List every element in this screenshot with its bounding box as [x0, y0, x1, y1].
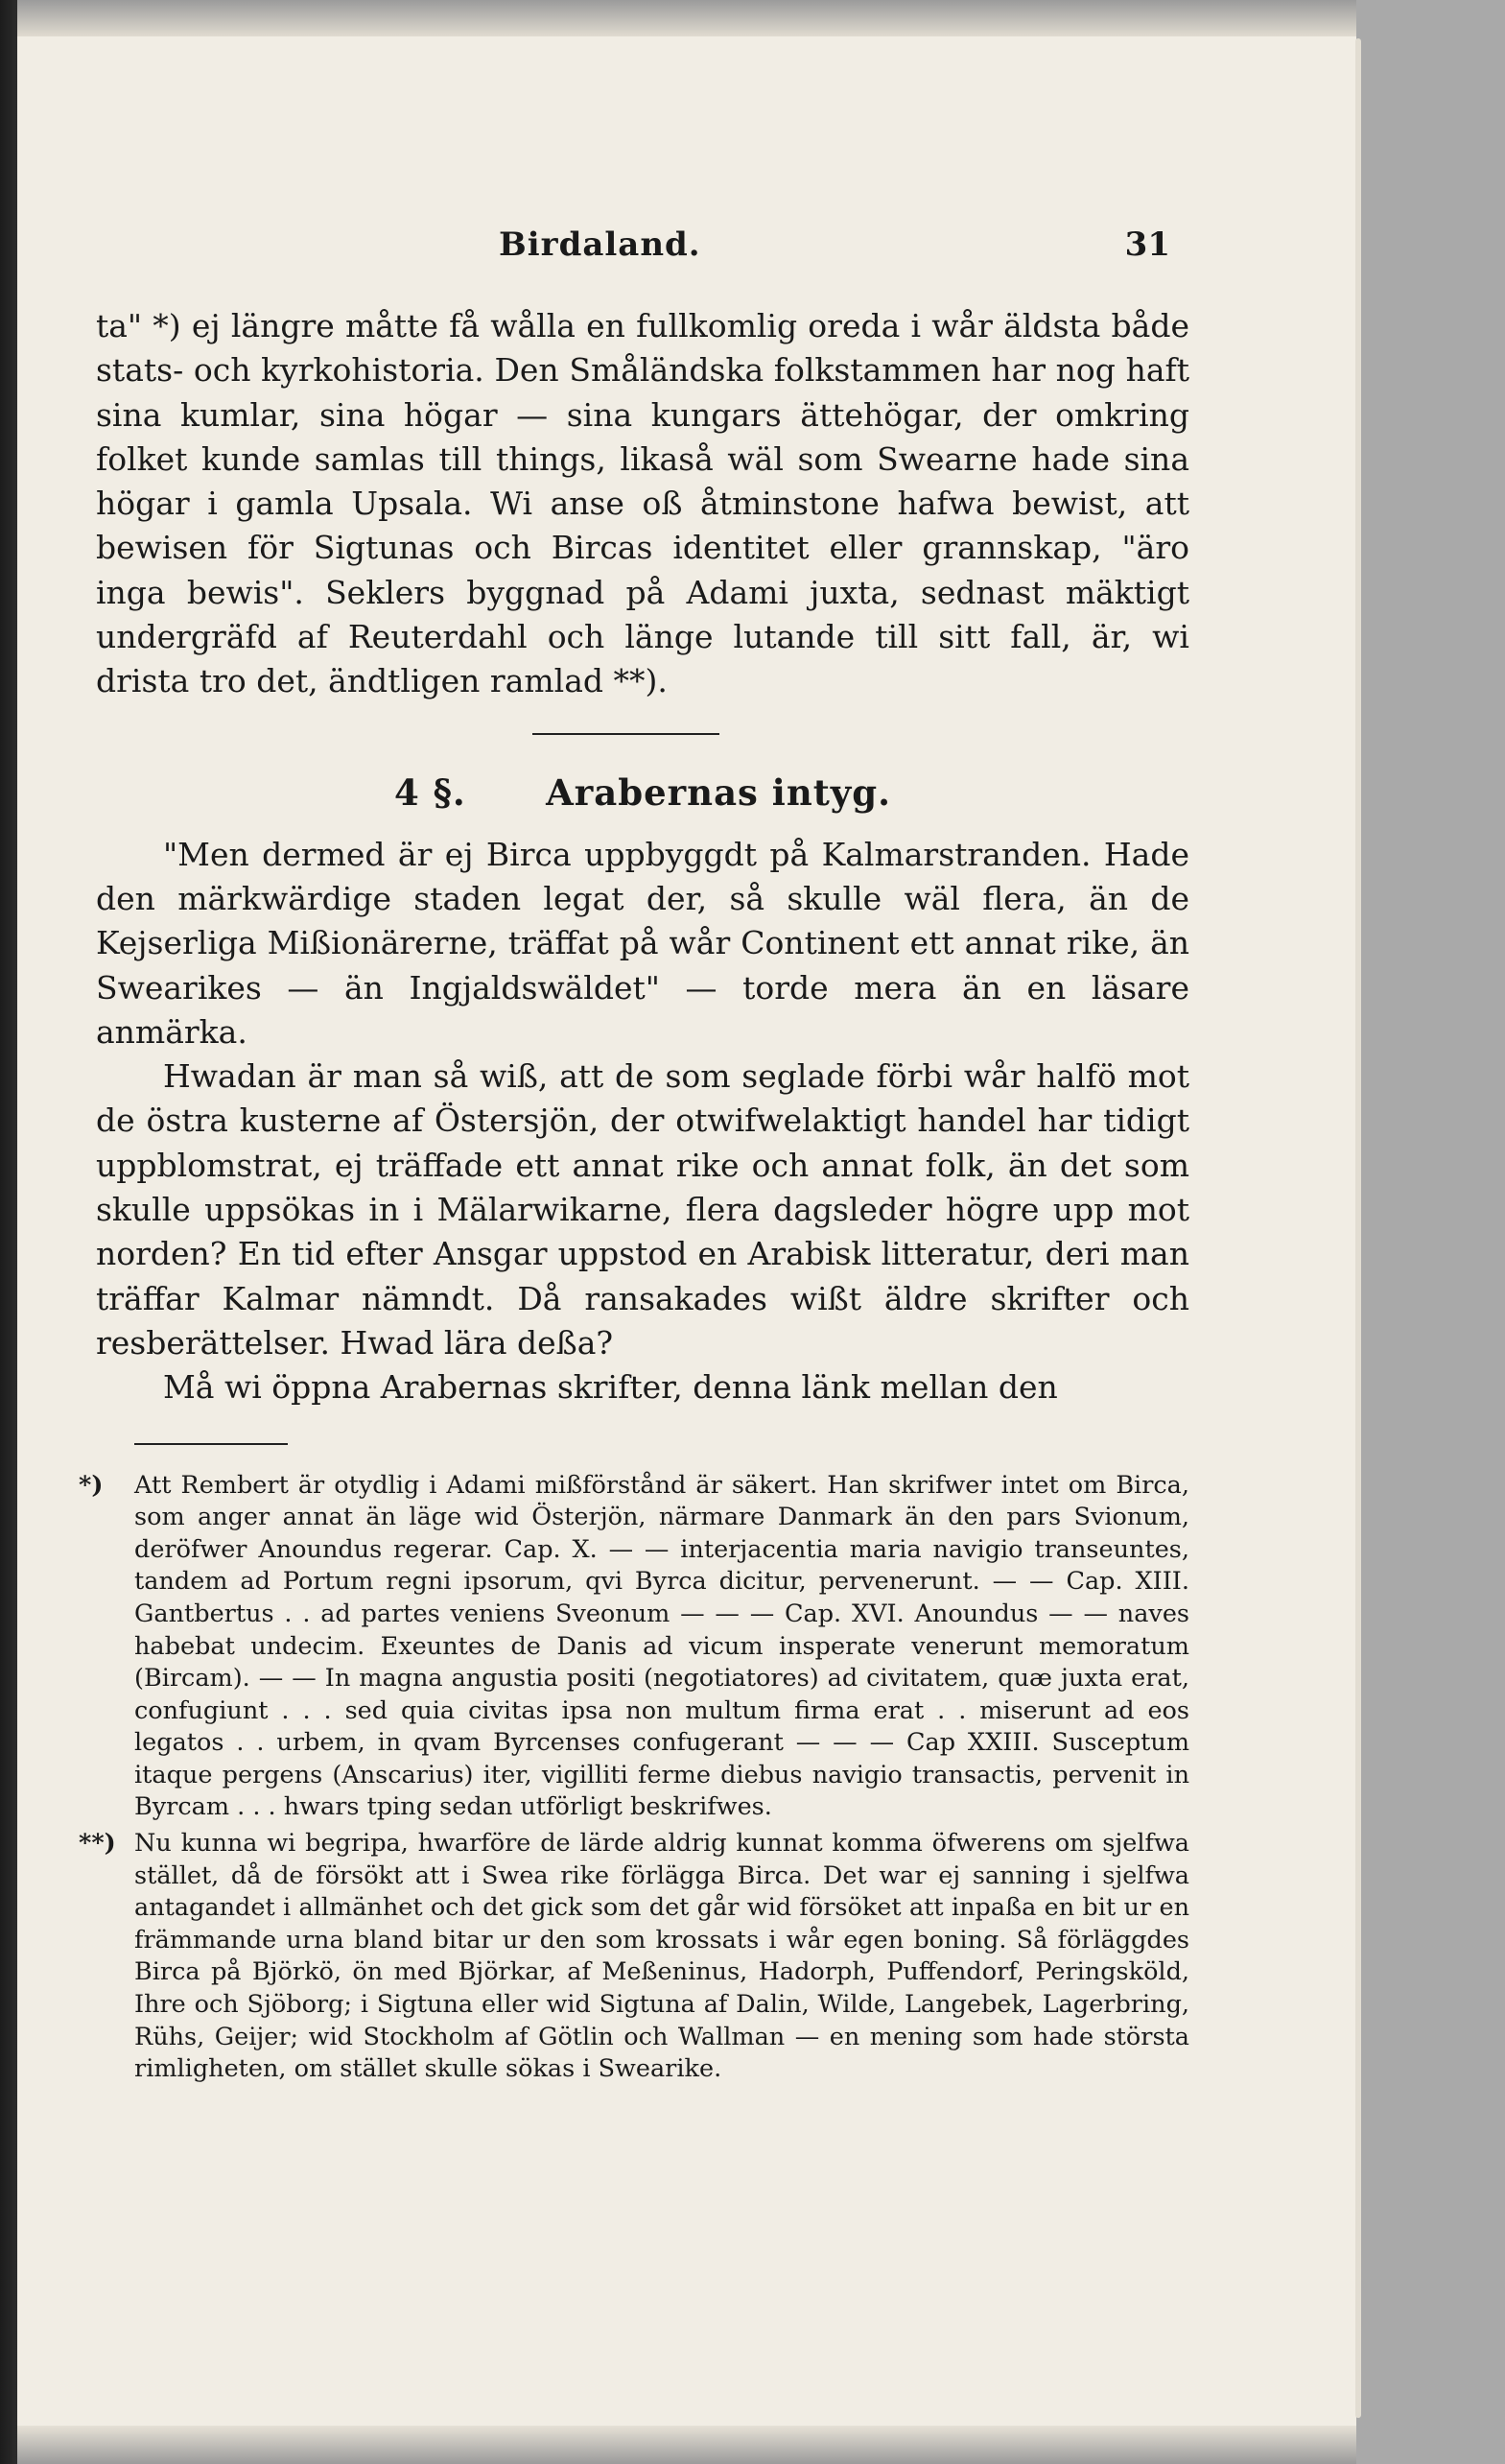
footnote	[79, 1470, 1189, 1825]
footnote-mark: *)	[79, 1470, 104, 1500]
footnote	[79, 1828, 1189, 2086]
section-title: Arabernas intyg.	[546, 770, 892, 814]
page-number: 31	[1124, 225, 1170, 264]
footnote-rule	[134, 1443, 288, 1445]
page-bottom-shadow	[17, 2426, 1356, 2464]
page-right-edge	[1355, 38, 1361, 2418]
section-number: 4 §.	[393, 770, 466, 814]
footnote-text: Att Rembert är otydlig i Adami mißförstånd är säkert. Han skrifwer intet om Birca, som anger annat än läge wid Österjön, närmare Danmark än den pars Svionum, deröfwer Anoundus regerar. Cap. X. — — interjacentia maria navigio transeuntes, tandem ad Portum regni ipsorum, qvi Byrca dicitur, pervenerunt. — — Cap. XIII. Gantbertus . . ad partes veniens Sveonum — — — Cap. XVI. Anoundus — — naves habebat undecim. Exeuntes de Danis ad vicum insperate venerunt memoratum (Bircam). — — In magna angustia positi (negotiatores) ad civitatem, quæ juxta erat, confugiunt . . . sed quia civitas ipsa non multum firma erat . . miserunt ad eos legatos . . urbem, in qvam Byrcenses confugerant — — — Cap XXIII. Susceptum itaque pergens (Anscarius) iter, vigilliti ferme diebus navigio transactis, pervenit in Byrcam . . . hwars tping sedan utförligt beskrifwes.	[134, 1470, 1189, 1822]
footnote-text: Nu kunna wi begripa, hwarföre de lärde aldrig kunnat komma öfwerens om sjelfwa stället, då de försökt att i Swea rike förlägga Birca. Det war ej sanning i sjelfwa antagandet i allmänhet och det gick som det går wid försöket att inpaßa en bit ur en främmande urna bland bitar ur den som krossats i wår egen boning. Så förläggdes Birca på Björkö, ön med Björkar, af Meßeninus, Hadorph, Puffendorf, Peringsköld, Ihre och Sjöborg; i Sigtuna eller wid Sigtuna af Dalin, Wilde, Langebek, Lagerbring, Rühs, Geijer; wid Stockholm af Götlin och Wallman — en mening som hade största rimligheten, om stället skulle sökas i Swearike.	[134, 1829, 1189, 2084]
running-title: Birdaland.	[499, 225, 701, 264]
running-header	[96, 225, 1189, 287]
page-left-edge	[0, 0, 17, 2464]
section-heading	[96, 768, 1189, 817]
paragraph: "Men dermed är ej Birca uppbyggdt på Kalmarstranden. Hade den märkwärdige staden legat der, så skulle wäl flera, än de Kejserliga Mißionärerne, träffat på wår Continent ett annat rike, än Swearikes — än Ingjaldswäldet" — torde mera än en läsare anmärka.	[96, 835, 1189, 1051]
paragraph: Må wi öppna Arabernas skrifter, denna länk mellan den	[163, 1368, 1058, 1407]
footnote-mark: **)	[79, 1829, 116, 1859]
page-top-shadow	[17, 0, 1356, 36]
paragraph: Hwadan är man så wiß, att de som seglade förbi wår halfö mot de östra kusterne af Östersjön, der otwifwelaktigt handel har tidigt uppblomstrat, ej träffade ett annat rike och annat folk, än det som skulle uppsökas in i Mälarwikarne, flera dagsleder högre upp mot norden? En tid efter Ansgar uppstod en Arabisk litteratur, deri man träffar Kalmar nämndt. Då ransakades wißt äldre skrifter och resberättelser. Hwad lära deßa?	[96, 1057, 1189, 1362]
paragraph-continuation: ta" *) ej längre måtte få wålla en fullkomlig oreda i wår äldsta både stats- och kyrkohistoria. Den Småländska folkstammen har nog haft sina kumlar, sina högar — sina kungars ättehögar, der omkring folket kunde samlas till things, likaså wäl som Swearne hade sina högar i gamla Upsala. Wi anse oß åtminstone hafwa bewist, att bewisen för Sigtunas och Bircas identitet eller grannskap, "äro inga bewis". Seklers byggnad på Adami juxta, sednast mäktigt undergräfd af Reuterdahl och länge lutande till sitt fall, är, wi drista tro det, ändtligen ramlad **).	[96, 307, 1189, 700]
scan-background-right	[1356, 0, 1505, 2464]
text-block	[79, 225, 1189, 2090]
section-separator	[532, 733, 719, 735]
